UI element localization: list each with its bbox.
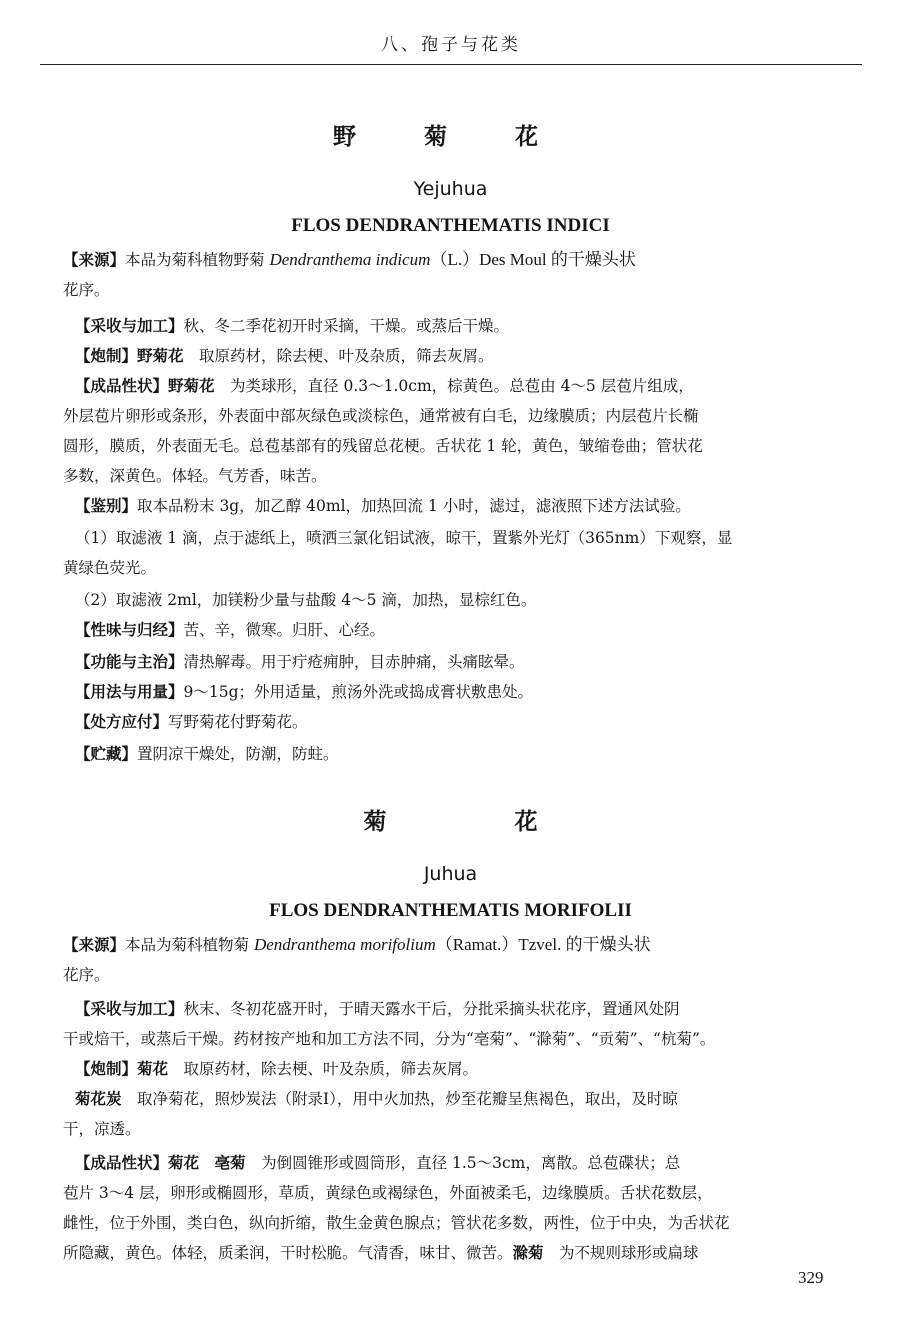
traits-label: 【成品性状】: [75, 377, 169, 395]
nature-label: 【性味与归经】: [75, 621, 184, 639]
ident-label: 【鉴别】: [75, 497, 138, 515]
source-species: Dendranthema morifolium: [253, 935, 436, 954]
process-text: 取原药材，除去梗、叶及杂质，筛去灰屑。: [183, 347, 494, 365]
source-text-c: 花序。: [63, 281, 110, 299]
charcoal-item: 菊花炭: [75, 1090, 122, 1108]
traits-line-b: 外层苞片卵形或条形，外表面中部灰绿色或淡棕色，通常被有白毛，边缘膜质；内层苞片长椭: [63, 407, 699, 425]
entry-latin-name: FLOS DENDRANTHEMATIS MORIFOLII: [269, 900, 632, 921]
process-text: 取原药材，除去梗、叶及杂质，筛去灰屑。: [168, 1060, 479, 1078]
source-text-a: 本品为菊科植物菊: [125, 936, 254, 954]
process-item: 野菊花: [137, 347, 184, 365]
function-label: 【功能与主治】: [75, 653, 184, 671]
ident-2: （2）取滤液 2ml，加镁粉少量与盐酸 4～5 滴，加热，显棕红色。: [75, 591, 537, 609]
ident-paragraph: [75, 491, 850, 521]
charcoal-text-a: 取净菊花，照炒炭法（附录Ⅰ），用中火加热，炒至花瓣呈焦褐色，取出，及时晾: [121, 1090, 678, 1108]
traits-line-d: [63, 1238, 850, 1268]
traits-line-b: 苞片 3～4 层，卵形或椭圆形，草质，黄绿色或褐绿色，外面被柔毛，边缘膜质。舌状花数层，: [63, 1184, 713, 1202]
traits-sub-item-2: 滁菊: [512, 1244, 544, 1262]
entry-pinyin: Juhua: [423, 863, 478, 885]
entry-title: 野 菊 花: [332, 124, 568, 150]
header-rule: [40, 64, 862, 65]
traits-line-c: 雌性，位于外围，类白色，纵向折缩，散生金黄色腺点；管状花多数，两性，位于中央，为舌状花: [63, 1214, 730, 1232]
traits-paragraph: [75, 371, 850, 401]
source-paragraph: [63, 930, 850, 990]
process-label: 【炮制】: [75, 347, 138, 365]
process-paragraph: [75, 1054, 850, 1084]
source-text-b: （L.）Des Moul 的干燥头状: [430, 250, 636, 269]
process-paragraph: [75, 341, 850, 371]
traits-label: 【成品性状】: [75, 1154, 169, 1172]
harvest-paragraph: [75, 994, 850, 1024]
entry-title: 菊 花: [363, 809, 598, 835]
rx-text: 写野菊花付野菊花。: [168, 713, 308, 731]
traits-paragraph: [75, 1148, 850, 1178]
dosage-text: 9～15g；外用适量，煎汤外洗或捣成膏状敷患处。: [183, 683, 534, 701]
traits-item: 菊花: [168, 1154, 200, 1172]
harvest-line-b: 干或焙干，或蒸后干燥。药材按产地和加工方法不同，分为“亳菊”、“滁菊”、“贡菊”、“杭菊”。: [63, 1030, 716, 1048]
traits-item: 野菊花: [168, 377, 215, 395]
entry-latin-name: FLOS DENDRANTHEMATIS INDICI: [291, 215, 610, 236]
rx-paragraph: [75, 707, 850, 737]
process-item: 菊花: [137, 1060, 169, 1078]
process-label: 【炮制】: [75, 1060, 138, 1078]
nature-text: 苦、辛，微寒。归肝、心经。: [183, 621, 386, 639]
ident-1-line-a: （1）取滤液 1 滴，点于滤纸上，喷洒三氯化铝试液，晾干，置紫外光灯（365nm）下观察，显: [75, 529, 733, 547]
storage-label: 【贮藏】: [75, 745, 138, 763]
traits-sub-item: 亳菊: [214, 1154, 246, 1172]
ident-text: 取本品粉末 3g，加乙醇 40ml，加热回流 1 小时，滤过，滤液照下述方法试验。: [137, 497, 691, 515]
running-head: 八、孢子与花类: [381, 35, 521, 55]
rx-label: 【处方应付】: [75, 713, 169, 731]
harvest-paragraph: [75, 311, 850, 341]
traits-line-d: 多数，深黄色。体轻。气芳香，味苦。: [63, 467, 327, 485]
storage-text: 置阴凉干燥处，防潮，防蛀。: [137, 745, 339, 763]
charcoal-line-b: 干，凉透。: [63, 1120, 141, 1138]
source-paragraph: [63, 245, 850, 305]
page-number: 329: [798, 1268, 824, 1287]
harvest-label: 【采收与加工】: [75, 1000, 184, 1018]
traits-text-a: 为倒圆锥形或圆筒形，直径 1.5～3cm，离散。总苞碟状；总: [245, 1154, 681, 1172]
ident-1-line-b: 黄绿色荧光。: [63, 559, 157, 577]
dosage-paragraph: [75, 677, 850, 707]
nature-paragraph: [75, 615, 850, 645]
source-label: 【来源】: [63, 251, 126, 269]
harvest-label: 【采收与加工】: [75, 317, 184, 335]
storage-paragraph: [75, 739, 850, 769]
function-text: 清热解毒。用于疔疮痈肿，目赤肿痛，头痛眩晕。: [183, 653, 525, 671]
function-paragraph: [75, 647, 850, 677]
source-text-b: （Ramat.）Tzvel. 的干燥头状: [435, 935, 651, 954]
source-text-c: 花序。: [63, 966, 110, 984]
harvest-text-a: 秋末、冬初花盛开时，于晴天露水干后，分批采摘头状花序，置通风处阴: [183, 1000, 680, 1018]
entry-pinyin: Yejuhua: [413, 178, 488, 200]
charcoal-paragraph: [75, 1084, 850, 1114]
dosage-label: 【用法与用量】: [75, 683, 184, 701]
source-species: Dendranthema indicum: [269, 250, 431, 269]
traits-text-d: 所隐藏，黄色。体轻，质柔润，干时松脆。气清香，味甘、微苦。: [63, 1244, 513, 1262]
traits-line-c: 圆形，膜质，外表面无毛。总苞基部有的残留总花梗。舌状花 1 轮，黄色，皱缩卷曲；管状花: [63, 437, 703, 455]
source-text-a: 本品为菊科植物野菊: [125, 251, 270, 269]
traits-text-a: 为类球形，直径 0.3～1.0cm，棕黄色。总苞由 4～5 层苞片组成，: [214, 377, 694, 395]
source-label: 【来源】: [63, 936, 126, 954]
traits-text-e: 为不规则球形或扁球: [543, 1244, 699, 1262]
harvest-text: 秋、冬二季花初开时采摘，干燥。或蒸后干燥。: [183, 317, 510, 335]
